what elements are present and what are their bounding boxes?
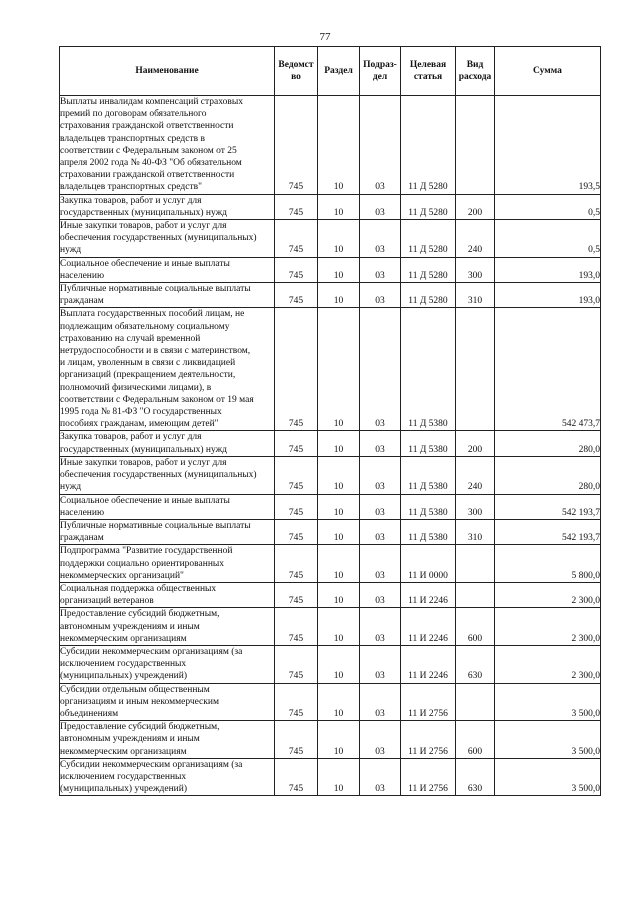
row-amount: 0,5 [495, 220, 601, 258]
row-name: Выплата государственных пособий лицам, не подлежащим обязательному социальному страхованию на случай временной нетрудоспособности и в связи с материнством, и лицам, уволенным в связи с ликвидацией организаций (прекращением деятельности, полномочий физическими лицами), в соответствии с Федеральным законом от 19 мая 1995 года № 81-ФЗ "О государственных пособиях гражданам, имеющим детей" [60, 308, 275, 431]
row-ministry: 745 [275, 283, 318, 308]
row-subsection: 03 [360, 683, 401, 721]
row-ministry: 745 [275, 519, 318, 544]
row-ministry: 745 [275, 608, 318, 646]
row-target: 11 Д 5380 [401, 456, 456, 494]
table-row [60, 194, 601, 219]
row-expense-type: 630 [456, 758, 495, 796]
row-target: 11 Д 5280 [401, 96, 456, 195]
row-section: 10 [318, 431, 360, 456]
table-row [60, 582, 601, 607]
row-subsection: 03 [360, 96, 401, 195]
row-section: 10 [318, 582, 360, 607]
row-target: 11 И 0000 [401, 545, 456, 583]
header-ministry: Ведомст во [275, 47, 318, 96]
row-amount: 280,0 [495, 431, 601, 456]
row-subsection: 03 [360, 220, 401, 258]
table-row [60, 545, 601, 583]
row-ministry: 745 [275, 683, 318, 721]
row-amount: 193,0 [495, 283, 601, 308]
row-ministry: 745 [275, 308, 318, 431]
row-name: Подпрограмма "Развитие государственной поддержки социально ориентированных некоммерческих организаций" [60, 545, 275, 583]
row-section: 10 [318, 456, 360, 494]
table-row [60, 283, 601, 308]
header-subsection: Подраз- дел [360, 47, 401, 96]
row-section: 10 [318, 721, 360, 759]
row-name: Публичные нормативные социальные выплаты гражданам [60, 283, 275, 308]
row-name: Закупка товаров, работ и услуг для государственных (муниципальных) нужд [60, 431, 275, 456]
table-row [60, 431, 601, 456]
row-name: Субсидии отдельным общественным организациям и иным некоммерческим объединениям [60, 683, 275, 721]
row-subsection: 03 [360, 545, 401, 583]
row-expense-type: 200 [456, 431, 495, 456]
row-subsection: 03 [360, 645, 401, 683]
budget-table [59, 46, 601, 796]
row-expense-type: 600 [456, 608, 495, 646]
row-ministry: 745 [275, 220, 318, 258]
row-amount: 2 300,0 [495, 608, 601, 646]
row-section: 10 [318, 683, 360, 721]
row-target: 11 Д 5380 [401, 308, 456, 431]
row-target: 11 Д 5280 [401, 283, 456, 308]
row-amount: 3 500,0 [495, 721, 601, 759]
row-subsection: 03 [360, 608, 401, 646]
row-target: 11 Д 5280 [401, 257, 456, 282]
row-expense-type: 300 [456, 257, 495, 282]
row-amount: 542 193,7 [495, 494, 601, 519]
row-section: 10 [318, 494, 360, 519]
row-expense-type: 200 [456, 194, 495, 219]
row-target: 11 Д 5280 [401, 220, 456, 258]
row-target: 11 Д 5380 [401, 494, 456, 519]
table-row [60, 519, 601, 544]
row-amount: 542 193,7 [495, 519, 601, 544]
row-ministry: 745 [275, 494, 318, 519]
row-subsection: 03 [360, 308, 401, 431]
row-section: 10 [318, 758, 360, 796]
row-amount: 193,0 [495, 257, 601, 282]
row-name: Субсидии некоммерческим организациям (за исключением государственных (муниципальных) учреждений) [60, 645, 275, 683]
table-row [60, 758, 601, 796]
row-name: Иные закупки товаров, работ и услуг для обеспечения государственных (муниципальных) нужд [60, 456, 275, 494]
row-ministry: 745 [275, 257, 318, 282]
row-name: Выплаты инвалидам компенсаций страховых премий по договорам обязательного страхования гражданской ответственности владельцев транспортных средств в соответствии с Федеральным законом от 25 апреля 2002 года № 40-ФЗ "Об обязательном страховании гражданской ответственности владельцев транспортных средств" [60, 96, 275, 195]
row-amount: 3 500,0 [495, 758, 601, 796]
row-name: Закупка товаров, работ и услуг для государственных (муниципальных) нужд [60, 194, 275, 219]
row-target: 11 Д 5380 [401, 431, 456, 456]
row-target: 11 И 2246 [401, 645, 456, 683]
row-target: 11 Д 5380 [401, 519, 456, 544]
row-target: 11 И 2246 [401, 608, 456, 646]
row-amount: 5 800,0 [495, 545, 601, 583]
row-ministry: 745 [275, 645, 318, 683]
header-name: Наименование [60, 47, 275, 96]
table-row [60, 608, 601, 646]
row-ministry: 745 [275, 194, 318, 219]
row-expense-type: 300 [456, 494, 495, 519]
page-number: 77 [319, 31, 331, 43]
row-target: 11 И 2756 [401, 758, 456, 796]
row-ministry: 745 [275, 96, 318, 195]
table-row [60, 721, 601, 759]
table-row [60, 456, 601, 494]
row-ministry: 745 [275, 758, 318, 796]
row-amount: 193,5 [495, 96, 601, 195]
row-name: Социальное обеспечение и иные выплаты населению [60, 494, 275, 519]
row-section: 10 [318, 308, 360, 431]
row-ministry: 745 [275, 582, 318, 607]
row-amount: 280,0 [495, 456, 601, 494]
table-row [60, 96, 601, 195]
row-expense-type: 240 [456, 456, 495, 494]
row-name: Предоставление субсидий бюджетным, автономным учреждениям и иным некоммерческим организациям [60, 721, 275, 759]
row-expense-type [456, 545, 495, 583]
row-subsection: 03 [360, 194, 401, 219]
row-section: 10 [318, 608, 360, 646]
row-name: Предоставление субсидий бюджетным, автономным учреждениям и иным некоммерческим организациям [60, 608, 275, 646]
row-subsection: 03 [360, 283, 401, 308]
row-section: 10 [318, 545, 360, 583]
row-ministry: 745 [275, 721, 318, 759]
row-expense-type: 240 [456, 220, 495, 258]
row-amount: 0,5 [495, 194, 601, 219]
row-expense-type: 310 [456, 519, 495, 544]
row-target: 11 И 2756 [401, 683, 456, 721]
row-target: 11 И 2246 [401, 582, 456, 607]
row-target: 11 И 2756 [401, 721, 456, 759]
row-amount: 2 300,0 [495, 582, 601, 607]
row-subsection: 03 [360, 758, 401, 796]
row-amount: 3 500,0 [495, 683, 601, 721]
row-subsection: 03 [360, 519, 401, 544]
row-subsection: 03 [360, 257, 401, 282]
row-expense-type [456, 582, 495, 607]
row-expense-type: 600 [456, 721, 495, 759]
row-expense-type [456, 308, 495, 431]
row-expense-type [456, 683, 495, 721]
row-amount: 542 473,7 [495, 308, 601, 431]
row-subsection: 03 [360, 721, 401, 759]
row-name: Социальная поддержка общественных организаций ветеранов [60, 582, 275, 607]
row-name: Субсидии некоммерческим организациям (за исключением государственных (муниципальных) учреждений) [60, 758, 275, 796]
row-expense-type: 310 [456, 283, 495, 308]
header-amount: Сумма [495, 47, 601, 96]
row-section: 10 [318, 283, 360, 308]
row-subsection: 03 [360, 431, 401, 456]
table-row [60, 257, 601, 282]
header-target: Целевая статья [401, 47, 456, 96]
row-section: 10 [318, 194, 360, 219]
row-ministry: 745 [275, 431, 318, 456]
row-name: Публичные нормативные социальные выплаты гражданам [60, 519, 275, 544]
row-ministry: 745 [275, 456, 318, 494]
row-section: 10 [318, 220, 360, 258]
row-name: Социальное обеспечение и иные выплаты населению [60, 257, 275, 282]
header-row [60, 47, 601, 96]
row-expense-type [456, 96, 495, 195]
table-row [60, 645, 601, 683]
row-ministry: 745 [275, 545, 318, 583]
row-expense-type: 630 [456, 645, 495, 683]
row-name: Иные закупки товаров, работ и услуг для обеспечения государственных (муниципальных) нужд [60, 220, 275, 258]
row-amount: 2 300,0 [495, 645, 601, 683]
table-row [60, 494, 601, 519]
table-row [60, 220, 601, 258]
row-section: 10 [318, 257, 360, 282]
row-subsection: 03 [360, 582, 401, 607]
row-subsection: 03 [360, 494, 401, 519]
header-section: Раздел [318, 47, 360, 96]
row-target: 11 Д 5280 [401, 194, 456, 219]
header-expense-type: Вид расхода [456, 47, 495, 96]
row-section: 10 [318, 96, 360, 195]
table-row [60, 683, 601, 721]
row-section: 10 [318, 645, 360, 683]
row-subsection: 03 [360, 456, 401, 494]
row-section: 10 [318, 519, 360, 544]
table-row [60, 308, 601, 431]
